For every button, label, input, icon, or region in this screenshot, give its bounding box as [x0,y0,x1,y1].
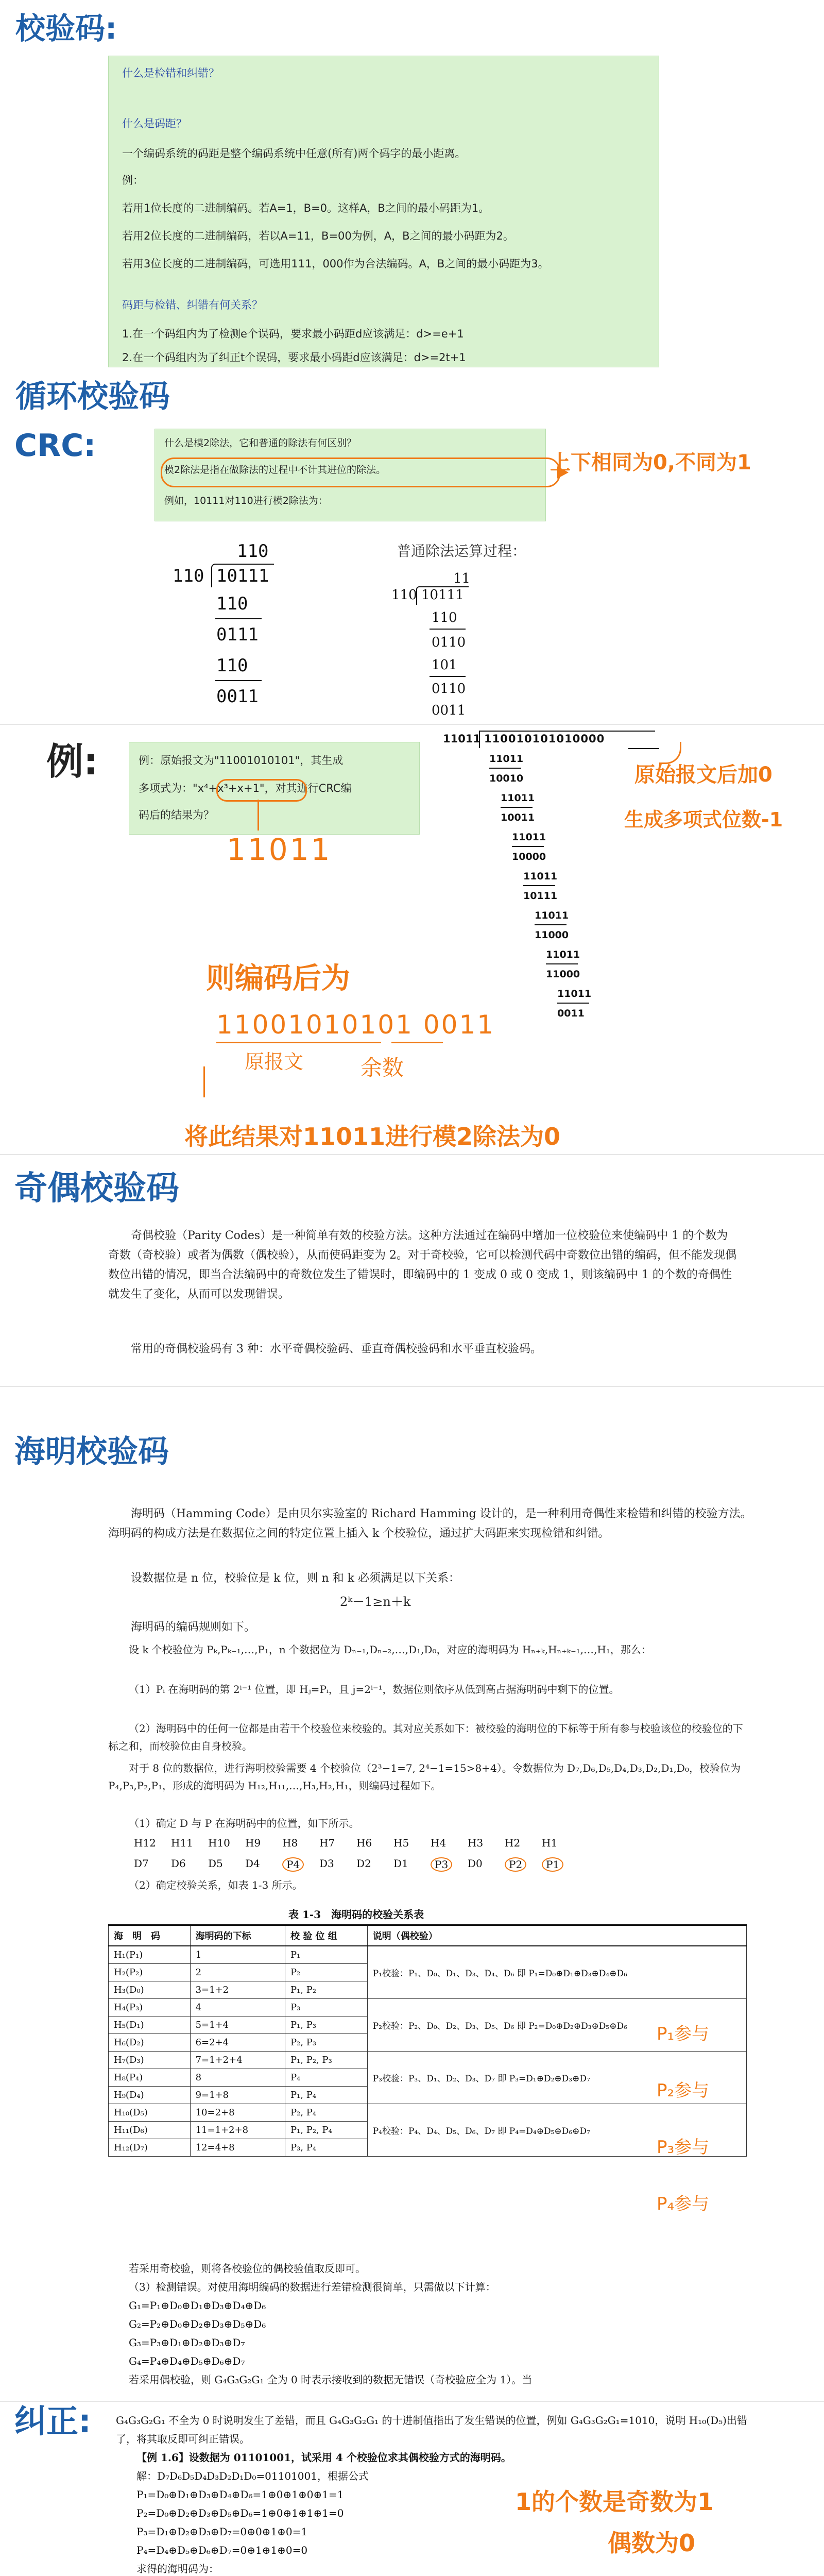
table-cell: 8 [190,2069,285,2087]
odd-ones-note: 1的个数是奇数为1 [515,2488,714,2516]
normal-division-label: 普通除法运算过程： [397,543,527,560]
result-left-label: 原报文 [245,1050,304,1073]
table-cell: P₁, P₂, P₄ [285,2122,367,2139]
after-line: G₁=P₁⊕D₀⊕D₁⊕D₃⊕D₄⊕D₆ [129,2299,266,2312]
correction-line: 求得的海明码为： [136,2563,219,2575]
section-title-crc: 循环校验码 [15,379,170,415]
crc-step: 0011 [557,1008,585,1019]
check-bit-label: P3 [431,1857,452,1872]
normal-step: 101 [432,657,457,673]
divider [430,676,466,677]
after-line: 若采用偶校验，则 G₄G₃G₂G₁ 全为 0 时表示接收到的数据无错误（奇校验应全为 1）。当 [129,2374,533,2386]
table-cell: P₁, P₃ [285,2016,367,2034]
note-line: 若用2位长度的二进制编码，若以A=11，B=00为例，A，B之间的最小码距为2。 [122,230,514,242]
section-divider [0,2401,824,2402]
table-cell: 5=1+4 [190,2016,285,2034]
note-line: 一个编码系统的码距是整个编码系统中任意(所有)两个码字的最小距离。 [122,147,466,160]
normal-step: 0110 [432,635,466,650]
crc-step: 10111 [523,890,558,902]
section-title-hamming: 海明校验码 [14,1434,169,1470]
position-label: H8 [282,1837,298,1849]
normal-step: 0110 [432,681,466,697]
section-subtitle-crc: CRC: [14,428,96,464]
note-line: 码距与检错、纠错有何关系？ [122,299,263,311]
parity-paragraph: 奇偶校验（Parity Codes）是一种简单有效的校验方法。这种方法通过在编码中增加一位校验位来使编码中 1 的个数为奇数（奇校验）或者为偶数（偶校验），从而使码距变为 2。对于奇校验，它可以检测代码中奇数位出错的编码，但不能发现偶数位出错的情况，即当合法编码中的奇数位发生了错误时，即编码中的 1 变成 0 或 0 变成 1，则该编码中 1 的个数的奇偶性就发生了变化，从而可以发现错误。 [108,1229,736,1301]
hamming-paragraph: 设 k 个校验位为 Pₖ,Pₖ₋₁,…,P₁，n 个数据位为 Dₙ₋₁,Dₙ₋₂,…,D₁,D₀，对应的海明码为 Hₙ₊ₖ,Hₙ₊ₖ₋₁,…,H₁，那么： [129,1643,651,1656]
divider [215,680,262,681]
table-note: P₁校验：P₁、D₀、D₁、D₃、D₄、D₆ 即 P₁=D₀⊕D₁⊕D₃⊕D₄⊕D₆ [367,1946,746,1999]
table-cell: P₃, P₄ [285,2139,367,2157]
mod2-dividend: 10111 [216,566,269,586]
note-line: 什么是模2除法，它和普通的除法有何区别？ [164,437,357,449]
hamming-paragraph: 对于 8 位的数据位，进行海明校验需要 4 个校验位（2³−1=7, 2⁴−1=15>8+4）。令数据位为 D₇,D₆,D₅,D₄,D₃,D₂,D₁,D₀，校验位为 P₄,P₃,P₂,P₁，形成的海明码为 H₁₂,H₁₁,…,H₃,H₂,H₁，则编码过程如下。 [108,1762,741,1792]
arrow-down-icon [258,800,259,831]
table-cell: P₄ [285,2069,367,2087]
note-line: 若用1位长度的二进制编码。若A=1，B=0。这样A，B之间的最小码距为1。 [122,202,490,214]
position-label: H9 [245,1837,261,1849]
table-cell: H₁(P₁) [109,1946,191,1964]
crc-step: 11011 [557,988,592,999]
hamming-paragraph: 海明码的编码规则如下。 [131,1621,256,1634]
position-row-h [134,1837,587,1852]
table-row [109,1999,747,2016]
correction-line: P₂=D₀⊕D₂⊕D₃⊕D₅⊕D₆=1⊕0⊕1⊕1⊕1=0 [136,2507,344,2519]
mod2-step: 110 [216,594,248,614]
table-cell: H₇(D₃) [109,2052,191,2069]
data-bit-label: D1 [393,1857,408,1870]
underline [391,1042,443,1043]
crc-step: 11011 [501,792,535,804]
section-divider [0,724,824,725]
correction-line: 解：D₇D₆D₅D₄D₃D₂D₁D₀=01101001，根据公式 [136,2470,369,2482]
hamming-relation-table [108,1924,747,2157]
note-append-zero: 原始报文后加0 [634,763,772,787]
table-cell: P₂, P₄ [285,2104,367,2122]
correction-line: G₄G₃G₂G₁ 不全为 0 时说明发生了差错，而且 G₄G₃G₂G₁ 的十进制值指出了发生错误的位置，例如 G₄G₃G₂G₁=1010，说明 H₁₀(D₅)出错了，将其取反即可纠正错误。 [116,2414,747,2445]
note-line: 1.在一个码组内为了检测e个误码，要求最小码距d应该满足：d>=e+1 [122,328,464,340]
note-line: 模2除法是指在做除法的过程中不计其进位的除法。 [164,464,386,476]
note-poly-degree: 生成多项式位数-1 [624,808,783,831]
mod2-divisor: 110 [173,566,204,586]
crc-step: 11011 [512,832,546,843]
table-cell: 6=2+4 [190,2034,285,2052]
divider [430,629,466,630]
table-cell: 9=1+8 [190,2087,285,2104]
hamming-table [108,1924,747,2157]
after-line: G₂=P₂⊕D₀⊕D₂⊕D₃⊕D₅⊕D₆ [129,2318,266,2330]
normal-dividend: 10111 [421,587,464,603]
table-cell: H₆(D₂) [109,2034,191,2052]
crc-step: 11011 [546,949,580,960]
note-line: 什么是码距？ [122,117,187,130]
normal-step: 0011 [432,703,466,718]
crc-steps [479,747,633,1036]
crc-step: 10000 [512,851,546,862]
table-cell: H₃(D₀) [109,1981,191,1999]
hamming-paragraph: 设数据位是 n 位，校验位是 k 位，则 n 和 k 必须满足以下关系： [131,1572,460,1585]
position-label: H4 [431,1837,447,1849]
divider [489,768,521,769]
table-cell: H₅(D₁) [109,2016,191,2034]
section-title-crc-example: 例: [46,740,98,783]
position-label: H10 [208,1837,230,1849]
highlight-oval [161,457,560,487]
data-bit-label: D6 [171,1857,186,1870]
data-bit-label: D3 [319,1857,334,1870]
table-cell: H₁₁(D₆) [109,2122,191,2139]
divider [557,1003,589,1004]
data-bit-label: D7 [134,1857,149,1870]
crc-step: 10011 [501,812,535,823]
data-bit-label: D5 [208,1857,223,1870]
participate-label: P₃参与 [657,2137,710,2158]
normal-quotient: 11 [453,571,471,586]
table-cell: H₁₀(D₅) [109,2104,191,2122]
position-label: H1 [542,1837,558,1849]
crc-step: 11011 [523,871,558,882]
participate-label: P₄参与 [657,2194,710,2214]
table-cell: 10=2+8 [190,2104,285,2122]
participate-label: P₁参与 [657,2024,710,2044]
section-divider [0,1154,824,1155]
crc-step: 11000 [535,929,569,941]
divider [546,963,578,964]
mod2-step: 110 [216,655,248,676]
mod2-step: 0111 [216,624,259,645]
position-label: H11 [171,1837,193,1849]
table-row [109,2104,747,2122]
section-divider [0,1386,824,1387]
table-row [109,2052,747,2069]
hamming-paragraph: （1）Pᵢ 在海明码的第 2ⁱ⁻¹ 位置，即 Hⱼ=Pᵢ，且 j=2ⁱ⁻¹，数据位则依序从低到高占据海明码中剩下的位置。 [129,1683,620,1696]
note-line: 2.在一个码组内为了纠正t个误码，要求最小码距d应该满足：d>=2t+1 [122,351,466,364]
table-cell: P₂ [285,1964,367,1981]
divider [501,807,533,808]
table-header: 说明（偶校验） [367,1925,746,1946]
table-note: P₂校验：P₂、D₀、D₂、D₃、D₅、D₆ 即 P₂=D₀⊕D₂⊕D₃⊕D₅⊕D₆ [367,1999,746,2052]
table-note: P₄校验：P₄、D₄、D₅、D₆、D₇ 即 P₄=D₄⊕D₅⊕D₆⊕D₇ [367,2104,746,2157]
checksum-note-box [108,56,659,367]
generator-hand: 11011 [227,832,332,867]
position-row-dp [134,1857,587,1875]
section-title-correction: 纠正: [14,2402,91,2440]
table-cell: H₈(P₄) [109,2069,191,2087]
table-cell: P₁ [285,1946,367,1964]
hamming-paragraph: 海明码（Hamming Code）是由贝尔实验室的 Richard Hamming 设计的，是一种利用奇偶性来检错和纠错的校验方法。海明码的构成方法是在数据位之间的特定位置上插入 k 个校验位，通过扩大码距来实现检错和纠错。 [108,1507,752,1540]
hamming-paragraph: （2）确定校验关系，如表 1-3 所示。 [129,1879,303,1891]
crc-divisor: 11011 [443,733,481,745]
after-line: 若采用奇校验，则将各校验位的偶校验值取反即可。 [129,2262,366,2275]
parity-paragraph: 常用的奇偶校验码有 3 种：水平奇偶校验码、垂直奇偶校验码和水平垂直校验码。 [131,1343,542,1355]
table-cell: 11=1+2+8 [190,2122,285,2139]
table-cell: 12=4+8 [190,2139,285,2157]
position-label: H3 [468,1837,484,1849]
note-line: 什么是检错和纠错？ [122,67,219,79]
result-label: 则编码后为 [206,962,350,995]
table-cell: P₁, P₂, P₃ [285,2052,367,2069]
table-cell: 4 [190,1999,285,2016]
position-label: H6 [356,1837,372,1849]
hamming-paragraph: （1）确定 D 与 P 在海明码中的位置，如下所示。 [129,1817,359,1829]
note-line: 例：原始报文为"11001010101"，其生成 [139,754,344,767]
mod2-quotient: 110 [237,541,269,562]
table-cell: 7=1+2+4 [190,2052,285,2069]
even-ones-note: 偶数为0 [608,2529,696,2557]
check-bit-label: P2 [505,1857,526,1872]
data-bit-label: D2 [356,1857,371,1870]
data-bit-label: D0 [468,1857,483,1870]
hamming-paragraph: （2）海明码中的任何一位都是由若干个校验位来校验的。其对应关系如下：被校验的海明位的下标等于所有参与校验该位的校验位的下标之和，而校验位由自身校验。 [108,1722,743,1752]
result-right-label: 余数 [360,1055,404,1080]
table-cell: H₉(D₄) [109,2087,191,2104]
crc-dividend: 110010101010000 [484,733,605,745]
crc-step: 11011 [535,910,569,921]
table-caption: 表 1-3 海明码的校验关系表 [288,1908,424,1921]
correction-line: P₄=D₄⊕D₅⊕D₆⊕D₇=0⊕1⊕1⊕0=0 [136,2544,308,2556]
conclusion: 将此结果对11011进行模2除法为0 [184,1123,561,1150]
section-title-checksum: 校验码: [15,11,117,46]
table-cell: 3=1+2 [190,1981,285,1999]
table-header: 海明码的下标 [190,1925,285,1946]
crc-step: 11011 [489,753,524,765]
crc-step: 11000 [546,969,580,980]
position-label: H5 [393,1837,409,1849]
hamming-formula: 2ᵏ－1≥n＋k [340,1595,411,1609]
table-cell: P₂, P₃ [285,2034,367,2052]
section-title-parity: 奇偶校验码 [14,1170,179,1208]
table-row [109,1946,747,1964]
hamming-after [108,2259,752,2389]
polynomial-oval [216,779,307,802]
check-bit-label: P4 [282,1857,304,1872]
table-cell: H₂(P₂) [109,1964,191,1981]
correction-line: P₃=D₁⊕D₂⊕D₃⊕D₇=0⊕0⊕1⊕0=1 [136,2526,308,2538]
divider [512,846,544,847]
underline [216,1042,381,1043]
after-line: （3）检测错误。对使用海明编码的数据进行差错检测很简单，只需做以下计算： [129,2281,496,2293]
table-note: P₃校验：P₃、D₁、D₂、D₃、D₇ 即 P₃=D₁⊕D₂⊕D₃⊕D₇ [367,2052,746,2104]
mod2-step: 0011 [216,686,259,707]
data-bit-label: D4 [245,1857,260,1870]
position-label: H12 [134,1837,156,1849]
after-line: G₄=P₄⊕D₄⊕D₅⊕D₆⊕D₇ [129,2355,245,2367]
arrow-down-icon [203,1066,205,1097]
correction-line: P₁=D₀⊕D₁⊕D₃⊕D₄⊕D₆=1⊕0⊕1⊕0⊕1=1 [136,2488,344,2501]
divider [523,885,555,886]
table-header: 校 验 位 组 [285,1925,367,1946]
position-label: H7 [319,1837,335,1849]
note-line: 多项式为："x⁴+x³+x+1"，对其进行CRC编 [139,782,352,794]
table-cell: P₁, P₄ [285,2087,367,2104]
note-line: 例如，10111对110进行模2除法为： [164,495,328,506]
result-code: 11001010101 0011 [216,1010,495,1040]
after-line: G₃=P₃⊕D₁⊕D₂⊕D₃⊕D₇ [129,2336,245,2349]
table-cell: 1 [190,1946,285,1964]
participate-label: P₂参与 [657,2080,710,2101]
position-label: H2 [505,1837,521,1849]
table-cell: H₄(P₃) [109,1999,191,2016]
table-cell: 2 [190,1964,285,1981]
table-cell: P₃ [285,1999,367,2016]
note-line: 码后的结果为？ [139,809,214,821]
correction-line: 【例 1.6】设数据为 01101001，试采用 4 个校验位求其偶校验方式的海明码。 [136,2451,511,2464]
table-cell: P₁, P₂ [285,1981,367,1999]
divider [215,618,262,619]
normal-divisor: 110 [391,587,417,603]
divider [535,924,566,925]
table-header: 海 明 码 [109,1925,191,1946]
note-line: 例： [122,174,144,187]
note-line: 若用3位长度的二进制编码，可选用111，000作为合法编码。A，B之间的最小码距为3。 [122,258,549,270]
normal-step: 110 [432,610,457,625]
check-bit-label: P1 [542,1857,563,1872]
table-cell: H₁₂(D₇) [109,2139,191,2157]
crc-step: 10010 [489,773,524,784]
annotation-same-zero: 上下相同为0,不同为1 [550,451,751,474]
